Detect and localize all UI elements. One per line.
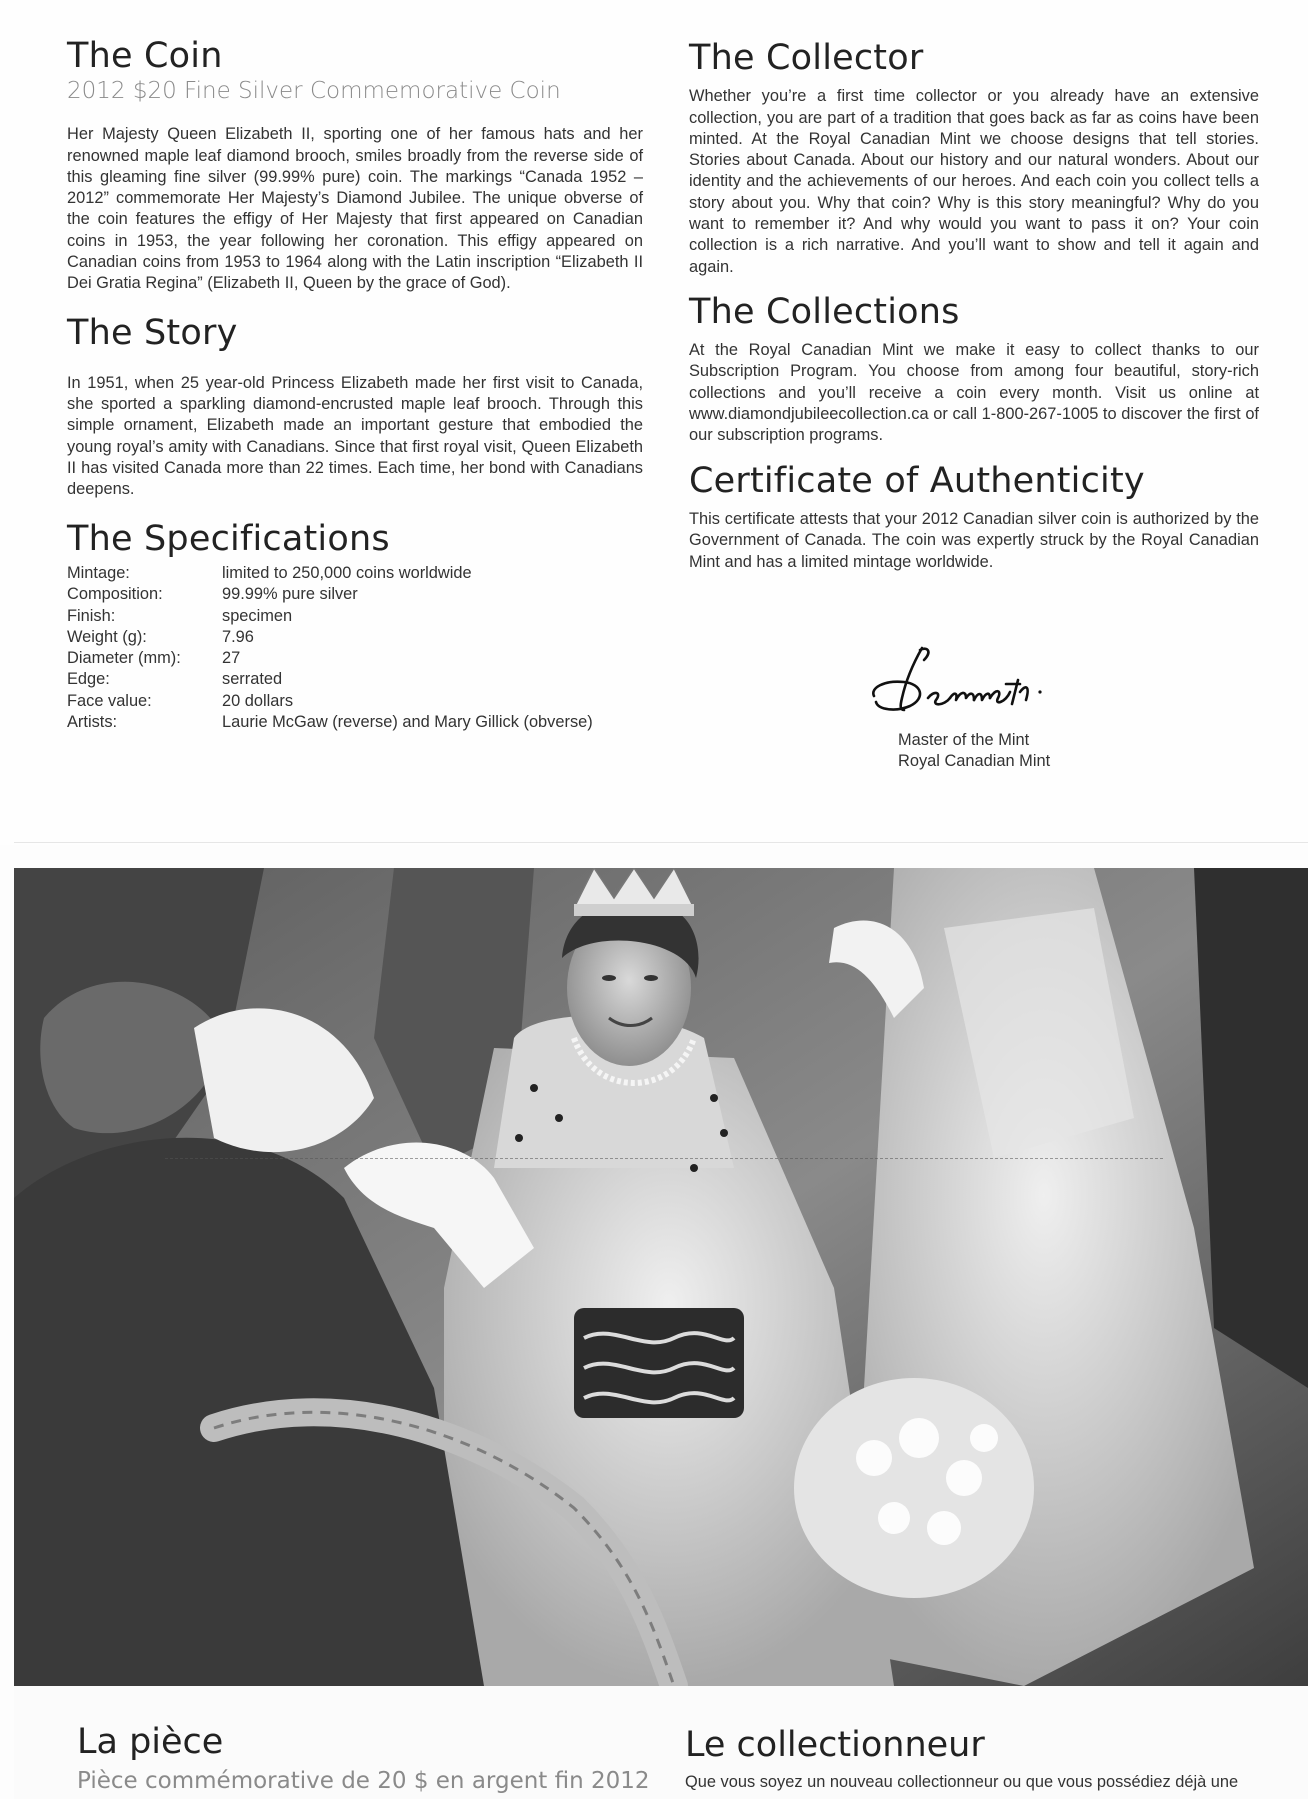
french-left-column (77, 1722, 650, 1794)
coronation-photo (14, 868, 1308, 1686)
spec-label: Face value: (67, 691, 152, 710)
story-heading: The Story (67, 312, 238, 353)
spec-value: 7.96 (222, 627, 254, 646)
collections-description: At the Royal Canadian Mint we make it easy to collect thanks to our Subscription Program. You choose from among four beautiful, story-rich collections and you’ll receive a coin every month. Visit us online at www.diamondjubileecollection.ca or call 1-800-267-1005 to discover the first of our subscription programs. (689, 341, 1259, 445)
signatory-organization: Royal Canadian Mint (898, 752, 1051, 770)
story-description: In 1951, when 25 year-old Princess Elizabeth made her first visit to Canada, she sported a sparkling diamond-encrusted maple leaf brooch. Through this simple ornament, Elizabeth made an important gesture that embodied the young royal’s amity with Canadians. Since that first royal visit, Queen Elizabeth II has visited Canada more than 22 times. Each time, her bond with Canadians deepens. (67, 373, 643, 499)
coin-subheading: 2012 $20 Fine Silver Commemorative Coin (67, 78, 561, 105)
collector-heading: The Collector (689, 38, 924, 78)
spec-row (67, 691, 643, 712)
spec-label: Mintage: (67, 563, 130, 582)
spec-label: Edge: (67, 670, 110, 689)
coin-section (67, 36, 643, 295)
spec-label: Diameter (mm): (67, 649, 181, 668)
spec-value: Laurie McGaw (reverse) and Mary Gillick (obverse) (222, 712, 593, 731)
certificate-heading: Certificate of Authenticity (689, 460, 1145, 501)
spec-row (67, 627, 643, 648)
left-column (67, 36, 643, 733)
spec-row (67, 712, 643, 733)
spec-label: Weight (g): (67, 627, 147, 646)
piece-subheading: Pièce commémorative de 20 $ en argent fin 2012 (77, 1768, 650, 1795)
signature-dot (1038, 690, 1041, 693)
text-panel (0, 0, 1308, 845)
collector-section (689, 38, 1259, 278)
coin-description: Her Majesty Queen Elizabeth II, sporting one of her famous hats and her renowned maple leaf diamond brooch, smiles broadly from the reverse side of this gleaming fine silver (99.99% pure) coin. The markings “Canada 1952 – 2012” commemorate Her Majesty’s Diamond Jubilee. The unique obverse of the coin features the effigy of Her Majesty that first appeared on Canadian coins in 1953, the year following her coronation. This effigy appeared on Canadian coins from 1953 to 1964 along with the Latin inscription “Elizabeth II Dei Gratia Regina” (Elizabeth II, Queen by the grace of God). (67, 125, 643, 293)
specifications-section (67, 519, 643, 734)
spec-value: 99.99% pure silver (222, 585, 358, 604)
piece-heading: La pièce (77, 1722, 224, 1762)
spec-row (67, 648, 643, 669)
spec-value: 20 dollars (222, 691, 294, 710)
specifications-heading: The Specifications (67, 518, 390, 559)
spec-value: 27 (222, 649, 241, 668)
signature-block (870, 640, 1120, 772)
coin-heading: The Coin (67, 36, 223, 76)
spec-value: specimen (222, 606, 293, 625)
collector-description: Whether you’re a first time collector or you already have an extensive collection, you are part of a tradition that goes back as far as coins have been minted. At the Royal Canadian Mint we choose designs that tell stories. Stories about Canada. About our history and our natural wonders. About our identity and the achievements of our heroes. And each coin you collect tells a story about you. Why that coin? Why is this story meaningful? Why do you want to remember it? And why would you want to pass it on? Your coin collection is a rich narrative. And you’ll want to show and tell it again and again. (689, 87, 1259, 276)
coronation-photo-illustration (14, 868, 1308, 1686)
signature-icon (870, 640, 1090, 730)
spec-value: serrated (222, 670, 283, 689)
spec-label: Composition: (67, 585, 163, 604)
certificate-description: This certificate attests that your 2012 Canadian silver coin is authorized by the Government of Canada. The coin was expertly struck by the Royal Canadian Mint and has a limited mintage worldwide. (689, 509, 1259, 571)
spec-row (67, 584, 643, 605)
perforation-line (165, 1158, 1163, 1159)
specifications-table (67, 563, 643, 733)
spec-label: Artists: (67, 712, 118, 731)
collector-fr-body: Que vous soyez un nouveau collectionneur ou que vous possédiez déjà une (685, 1773, 1239, 1792)
certificate-section (689, 461, 1259, 573)
spec-label: Finish: (67, 606, 116, 625)
spec-row (67, 563, 643, 584)
collections-heading: The Collections (689, 291, 960, 332)
spec-row (67, 606, 643, 627)
story-section (67, 313, 643, 501)
french-right-column (685, 1725, 1285, 1792)
signatory-title: Master of the Mint (898, 731, 1030, 749)
collections-section (689, 292, 1259, 447)
right-column (689, 38, 1259, 573)
collector-fr-heading: Le collectionneur (685, 1725, 985, 1765)
spec-row (67, 669, 643, 690)
fold-line (14, 842, 1308, 843)
spec-value: limited to 250,000 coins worldwide (222, 563, 472, 582)
